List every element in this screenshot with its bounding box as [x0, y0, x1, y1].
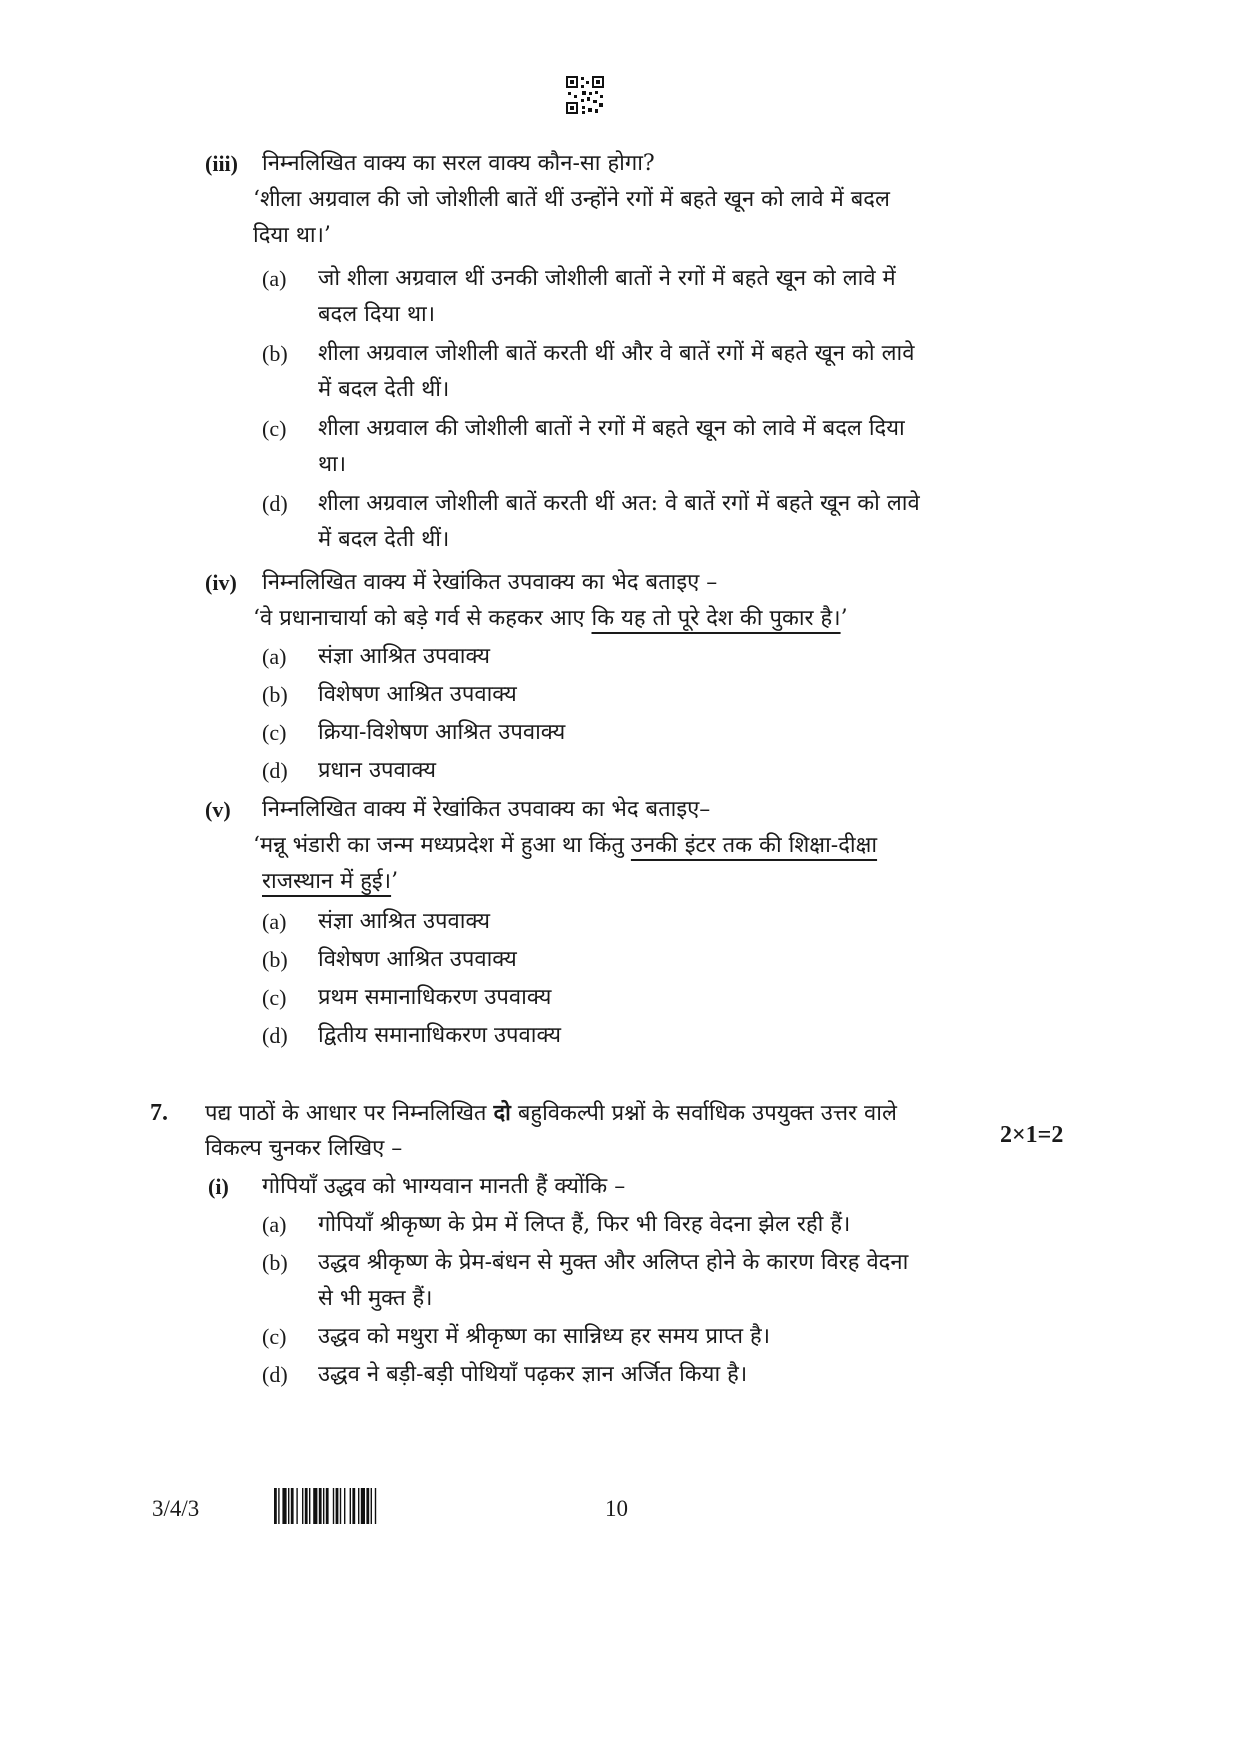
underlined-clause: राजस्थान में हुई।	[262, 869, 392, 894]
question-prompt: निम्नलिखित वाक्य में रेखांकित उपवाक्य का भेद बताइए–	[262, 797, 711, 822]
option-text: जो शीला अग्रवाल थीं उनकी जोशीली बातों ने रगों में बहते खून को लावे में	[318, 266, 896, 291]
sentence-text: ‘मन्नू भंडारी का जन्म मध्यप्रदेश में हुआ था किंतु	[253, 833, 631, 858]
option-text: से भी मुक्त हैं।	[318, 1286, 433, 1311]
option-text: गोपियाँ श्रीकृष्ण के प्रेम में लिप्त हैं, फिर भी विरह वेदना झेल रही हैं।	[318, 1212, 851, 1237]
option-text: उद्धव ने बड़ी-बड़ी पोथियाँ पढ़कर ज्ञान अर्जित किया है।	[318, 1362, 748, 1387]
barcode-bar	[326, 1488, 329, 1524]
option-text: बदल दिया था।	[318, 302, 436, 327]
subquestion-number: (v)	[205, 797, 231, 822]
question-prompt: निम्नलिखित वाक्य का सरल वाक्य कौन-सा होगा?	[262, 151, 655, 176]
qr-code-icon	[565, 75, 605, 115]
option-label: (a)	[262, 266, 287, 291]
barcode-bar	[296, 1488, 297, 1524]
barcode-bar	[323, 1488, 324, 1524]
option-text: शीला अग्रवाल जोशीली बातें करती थीं और वे बातें रगों में बहते खून को लावे	[318, 341, 915, 366]
option-label: (b)	[262, 947, 288, 972]
subquestion-number: (iii)	[205, 151, 238, 176]
barcode-bar	[361, 1488, 365, 1524]
prompt-emphasis: दो	[493, 1100, 511, 1126]
option-text: संज्ञा आश्रित उपवाक्य	[318, 644, 490, 669]
barcode-bar	[358, 1488, 359, 1524]
question-prompt: विकल्प चुनकर लिखिए –	[205, 1136, 403, 1161]
question-sentence	[253, 602, 848, 636]
prompt-text: बहुविकल्पी प्रश्नों के सर्वाधिक उपयुक्त उत्तर वाले	[510, 1101, 897, 1126]
option-text: विशेषण आश्रित उपवाक्य	[318, 947, 517, 972]
barcode-bar	[366, 1488, 369, 1524]
option-label: (c)	[262, 720, 287, 745]
underlined-clause: कि यह तो पूरे देश की पुकार है।	[591, 606, 841, 631]
barcode-bar	[350, 1488, 351, 1524]
barcode-bar	[302, 1488, 303, 1524]
barcode-bar	[305, 1488, 308, 1524]
barcode-bar	[282, 1488, 286, 1524]
barcode-bar	[340, 1488, 341, 1524]
option-label: (c)	[262, 985, 287, 1010]
option-text: द्वितीय समानाधिकरण उपवाक्य	[318, 1023, 562, 1048]
option-label: (d)	[262, 1362, 288, 1387]
barcode-bar	[291, 1488, 294, 1524]
question-sentence	[253, 829, 877, 863]
option-label: (b)	[262, 682, 288, 707]
option-label: (b)	[262, 341, 288, 366]
barcode-bar	[288, 1488, 289, 1524]
underlined-clause: उनकी इंटर तक की शिक्षा-दीक्षा	[630, 833, 878, 858]
option-label: (a)	[262, 644, 287, 669]
option-label: (a)	[262, 1212, 287, 1237]
barcode-bar	[309, 1488, 310, 1524]
option-text: था।	[318, 452, 347, 477]
option-text: शीला अग्रवाल की जोशीली बातों ने रगों में बहते खून को लावे में बदल दिया	[318, 416, 905, 441]
barcode-bar	[344, 1488, 345, 1524]
barcode-bar	[352, 1488, 355, 1524]
question-prompt: निम्नलिखित वाक्य में रेखांकित उपवाक्य का भेद बताइए –	[262, 570, 718, 595]
barcode-bar	[375, 1488, 376, 1524]
option-text: प्रधान उपवाक्य	[318, 758, 436, 783]
marks-label: 2×1=2	[1000, 1122, 1064, 1148]
barcode-bar	[333, 1488, 334, 1524]
option-text: क्रिया-विशेषण आश्रित उपवाक्य	[318, 720, 566, 745]
barcode-icon	[272, 1488, 437, 1524]
question-prompt	[205, 1096, 897, 1131]
paper-code: 3/4/3	[152, 1496, 200, 1521]
barcode-bar	[278, 1488, 279, 1524]
question-sentence: ‘शीला अग्रवाल की जो जोशीली बातें थीं उन्होंने रगों में बहते खून को लावे में बदल	[253, 187, 890, 212]
option-text: संज्ञा आश्रित उपवाक्य	[318, 909, 490, 934]
option-label: (a)	[262, 909, 287, 934]
option-label: (c)	[262, 1324, 287, 1349]
sentence-text: ’	[840, 606, 848, 631]
option-label: (b)	[262, 1250, 288, 1275]
prompt-text: पद्य पाठों के आधार पर निम्नलिखित	[205, 1101, 494, 1126]
option-text: विशेषण आश्रित उपवाक्य	[318, 682, 517, 707]
barcode-bar	[319, 1488, 322, 1524]
subquestion-number: (iv)	[205, 570, 237, 595]
option-label: (d)	[262, 491, 288, 516]
question-number: 7.	[150, 1100, 168, 1126]
sentence-text: ’	[391, 869, 399, 894]
barcode-bar	[274, 1488, 277, 1524]
barcode-bar	[313, 1488, 317, 1524]
barcode-bar	[371, 1488, 372, 1524]
question-sentence: दिया था।’	[253, 223, 331, 248]
question-sentence	[262, 865, 398, 899]
sentence-text: ‘वे प्रधानाचार्या को बड़े गर्व से कहकर आए	[253, 606, 592, 631]
option-label: (c)	[262, 416, 287, 441]
option-text: में बदल देती थीं।	[318, 377, 450, 402]
page-number: 10	[605, 1496, 628, 1521]
option-label: (d)	[262, 758, 288, 783]
barcode-bar	[336, 1488, 339, 1524]
subquestion-number: (i)	[208, 1174, 229, 1199]
option-label: (d)	[262, 1023, 288, 1048]
option-text: उद्धव श्रीकृष्ण के प्रेम-बंधन से मुक्त और अलिप्त होने के कारण विरह वेदना	[318, 1250, 909, 1275]
question-prompt: गोपियाँ उद्धव को भाग्यवान मानती हैं क्योंकि –	[262, 1174, 626, 1199]
option-text: उद्धव को मथुरा में श्रीकृष्ण का सान्निध्य हर समय प्राप्त है।	[318, 1324, 771, 1349]
option-text: प्रथम समानाधिकरण उपवाक्य	[318, 985, 552, 1010]
option-text: में बदल देती थीं।	[318, 527, 450, 552]
option-text: शीला अग्रवाल जोशीली बातें करती थीं अत: वे बातें रगों में बहते खून को लावे	[318, 491, 920, 516]
